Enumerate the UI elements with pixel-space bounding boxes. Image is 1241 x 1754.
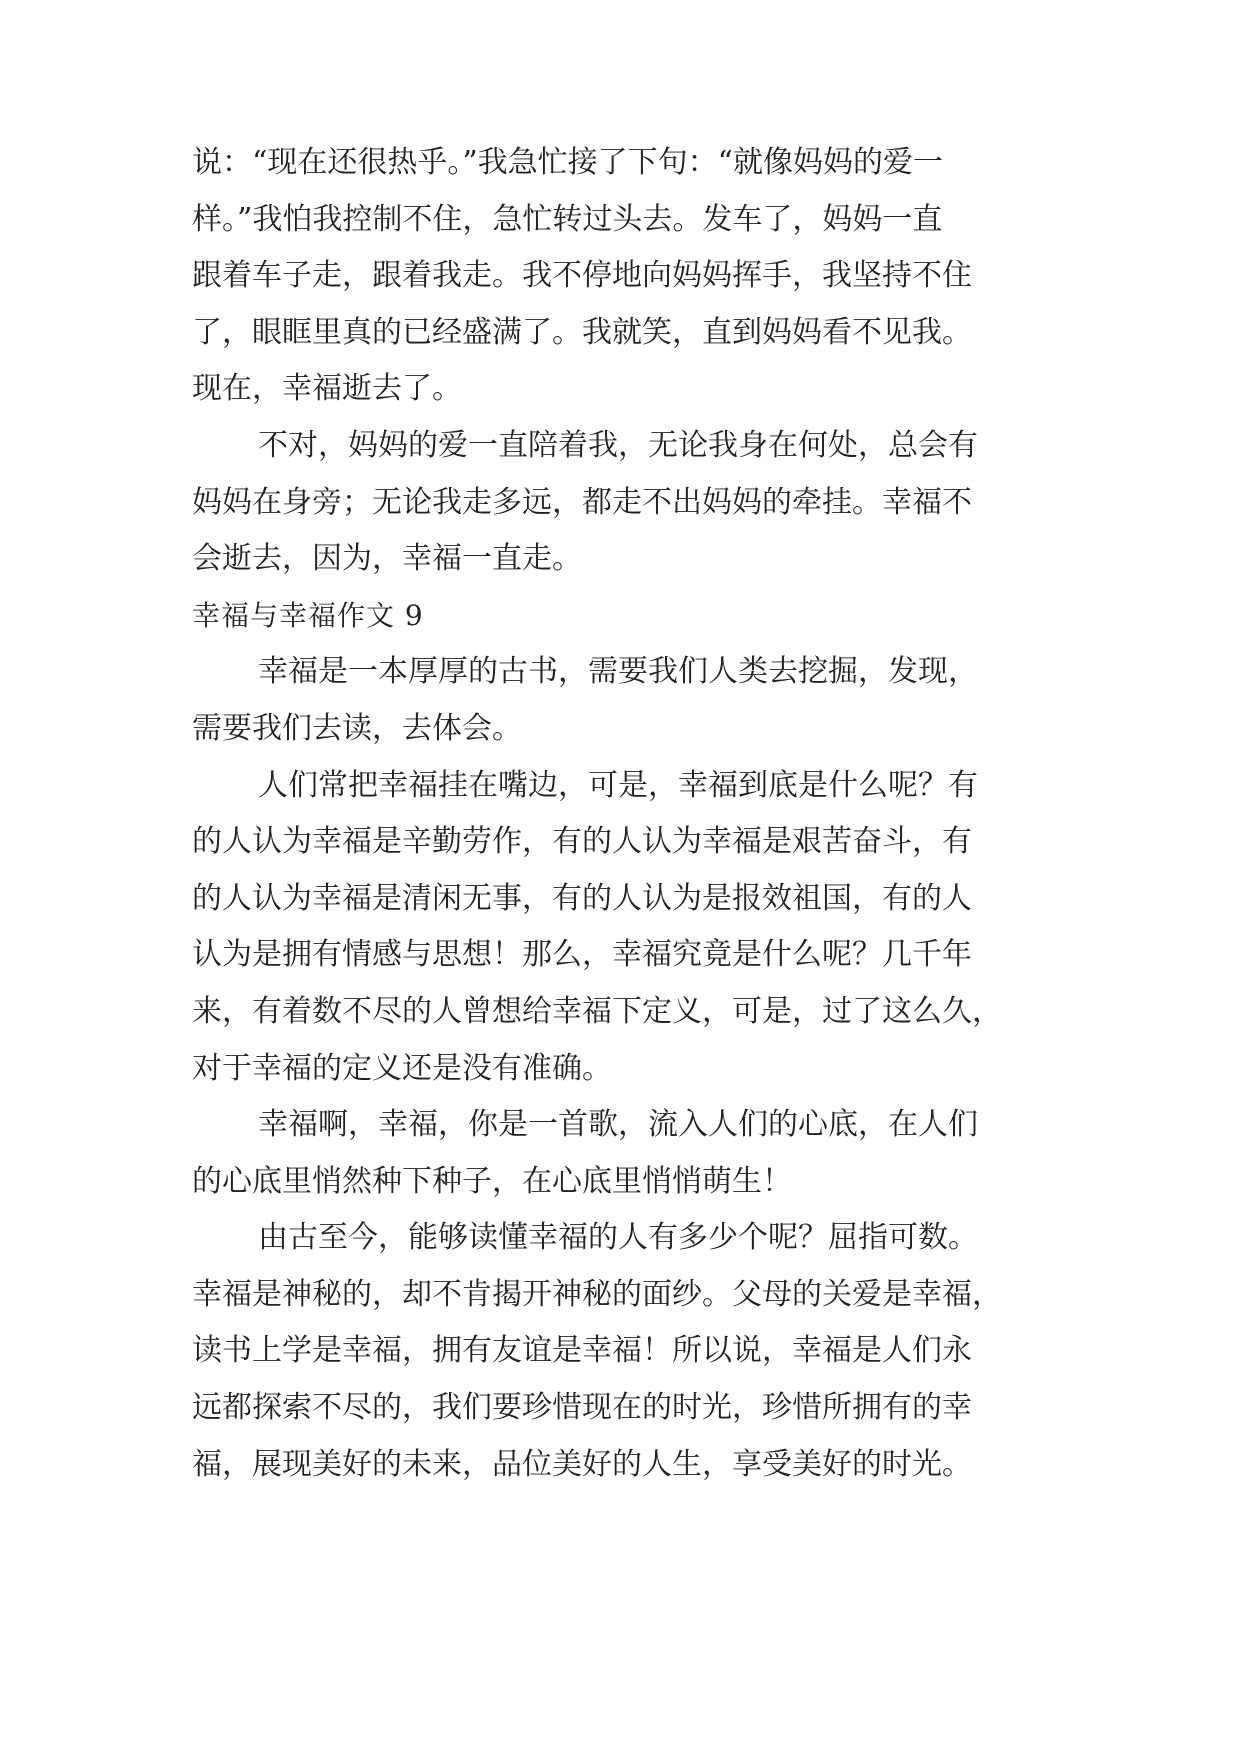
text-line: 读书上学是幸福，拥有友谊是幸福！所以说，幸福是人们永	[192, 1333, 972, 1369]
text-line: 现在，幸福逝去了。	[192, 371, 462, 407]
text-line: 的心底里悄然种下种子，在心底里悄悄萌生！	[192, 1163, 792, 1199]
text-line: 了，眼眶里真的已经盛满了。我就笑，直到妈妈看不见我。	[192, 314, 972, 350]
text-line: 的人认为幸福是辛勤劳作，有的人认为幸福是艰苦奋斗，有	[192, 824, 972, 860]
text-line: 人们常把幸福挂在嘴边，可是，幸福到底是什么呢？有	[258, 767, 978, 803]
text-line: 需要我们去读，去体会。	[192, 710, 522, 746]
document-page	[192, 135, 1058, 1493]
text-line: 幸福是一本厚厚的古书，需要我们人类去挖掘，发现，	[258, 654, 978, 690]
text-line: 对于幸福的定义还是没有准确。	[192, 1050, 612, 1086]
text-line: 样。”我怕我控制不住，急忙转过头去。发车了，妈妈一直	[192, 201, 943, 237]
text-line: 跟着车子走，跟着我走。我不停地向妈妈挥手，我坚持不住	[192, 258, 972, 294]
text-line: 幸福是神秘的，却不肯揭开神秘的面纱。父母的关爱是幸福，	[192, 1276, 1002, 1312]
section-heading: 幸福与幸福作文 9	[192, 598, 424, 632]
text-line: 认为是拥有情感与思想！那么，幸福究竟是什么呢？几千年	[192, 937, 972, 973]
text-line: 的人认为幸福是清闲无事，有的人认为是报效祖国，有的人	[192, 880, 972, 916]
text-line: 不对，妈妈的爱一直陪着我，无论我身在何处，总会有	[258, 427, 978, 463]
text-line: 会逝去，因为，幸福一直走。	[192, 541, 582, 577]
text-line: 说：“现在还很热乎。”我急忙接了下句：“就像妈妈的爱一	[192, 145, 944, 180]
text-line: 来，有着数不尽的人曾想给幸福下定义，可是，过了这么久，	[192, 993, 1002, 1029]
text-line: 远都探索不尽的，我们要珍惜现在的时光，珍惜所拥有的幸	[192, 1390, 972, 1426]
text-line: 由古至今，能够读懂幸福的人有多少个呢？屈指可数。	[258, 1220, 978, 1256]
text-line: 幸福啊，幸福，你是一首歌，流入人们的心底，在人们	[258, 1107, 978, 1143]
text-line: 妈妈在身旁；无论我走多远，都走不出妈妈的牵挂。幸福不	[192, 484, 972, 520]
text-line: 福，展现美好的未来，品位美好的人生，享受美好的时光。	[192, 1446, 972, 1482]
